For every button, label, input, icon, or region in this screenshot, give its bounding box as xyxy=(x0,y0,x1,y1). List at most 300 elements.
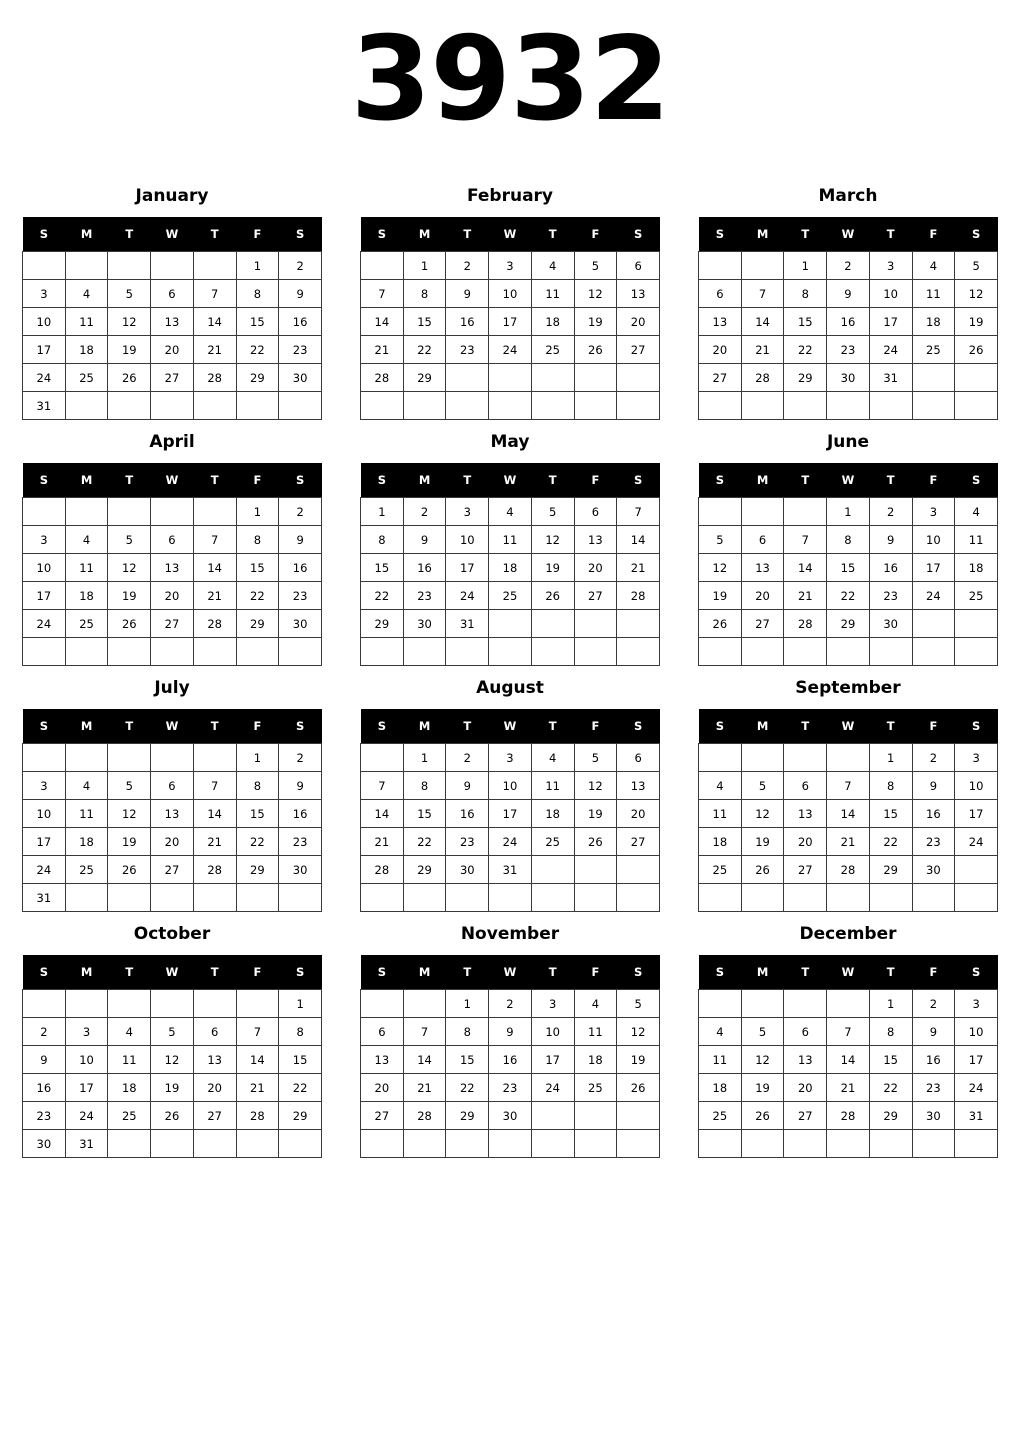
day-cell[interactable]: 29 xyxy=(236,610,279,638)
day-cell[interactable]: 7 xyxy=(361,280,404,308)
day-cell[interactable]: 19 xyxy=(108,582,151,610)
day-cell[interactable]: 19 xyxy=(531,554,574,582)
day-cell[interactable]: 3 xyxy=(912,498,955,526)
day-cell[interactable]: 15 xyxy=(236,800,279,828)
day-cell[interactable]: 15 xyxy=(361,554,404,582)
day-cell[interactable]: 23 xyxy=(912,1074,955,1102)
day-cell[interactable]: 31 xyxy=(489,856,532,884)
day-cell[interactable]: 13 xyxy=(151,308,194,336)
day-cell[interactable]: 6 xyxy=(784,1018,827,1046)
day-cell[interactable]: 16 xyxy=(279,554,322,582)
day-cell[interactable]: 4 xyxy=(531,252,574,280)
day-cell[interactable]: 19 xyxy=(151,1074,194,1102)
day-cell[interactable]: 1 xyxy=(869,990,912,1018)
day-cell[interactable]: 5 xyxy=(617,990,660,1018)
day-cell[interactable]: 12 xyxy=(741,1046,784,1074)
day-cell[interactable]: 27 xyxy=(784,856,827,884)
day-cell[interactable]: 17 xyxy=(531,1046,574,1074)
day-cell[interactable]: 14 xyxy=(784,554,827,582)
day-cell[interactable]: 5 xyxy=(108,772,151,800)
day-cell[interactable]: 3 xyxy=(23,772,66,800)
day-cell[interactable]: 4 xyxy=(912,252,955,280)
day-cell[interactable]: 30 xyxy=(912,856,955,884)
day-cell[interactable]: 9 xyxy=(279,772,322,800)
day-cell[interactable]: 6 xyxy=(151,772,194,800)
day-cell[interactable]: 18 xyxy=(531,308,574,336)
day-cell[interactable]: 2 xyxy=(489,990,532,1018)
day-cell[interactable]: 4 xyxy=(699,772,742,800)
day-cell[interactable]: 29 xyxy=(869,856,912,884)
day-cell[interactable]: 27 xyxy=(699,364,742,392)
day-cell[interactable]: 4 xyxy=(531,744,574,772)
day-cell[interactable]: 2 xyxy=(912,990,955,1018)
day-cell[interactable]: 28 xyxy=(617,582,660,610)
day-cell[interactable]: 22 xyxy=(403,828,446,856)
day-cell[interactable]: 24 xyxy=(23,856,66,884)
day-cell[interactable]: 13 xyxy=(741,554,784,582)
day-cell[interactable]: 4 xyxy=(955,498,998,526)
day-cell[interactable]: 21 xyxy=(827,828,870,856)
day-cell[interactable]: 23 xyxy=(912,828,955,856)
day-cell[interactable]: 18 xyxy=(65,336,108,364)
day-cell[interactable]: 28 xyxy=(361,856,404,884)
day-cell[interactable]: 2 xyxy=(446,252,489,280)
day-cell[interactable]: 2 xyxy=(23,1018,66,1046)
day-cell[interactable]: 4 xyxy=(65,772,108,800)
day-cell[interactable]: 8 xyxy=(236,526,279,554)
day-cell[interactable]: 8 xyxy=(236,772,279,800)
day-cell[interactable]: 26 xyxy=(741,1102,784,1130)
day-cell[interactable]: 7 xyxy=(617,498,660,526)
day-cell[interactable]: 25 xyxy=(699,1102,742,1130)
day-cell[interactable]: 3 xyxy=(65,1018,108,1046)
day-cell[interactable]: 31 xyxy=(23,392,66,420)
day-cell[interactable]: 6 xyxy=(617,252,660,280)
day-cell[interactable]: 27 xyxy=(617,828,660,856)
day-cell[interactable]: 23 xyxy=(869,582,912,610)
day-cell[interactable]: 10 xyxy=(446,526,489,554)
day-cell[interactable]: 3 xyxy=(955,990,998,1018)
day-cell[interactable]: 30 xyxy=(912,1102,955,1130)
day-cell[interactable]: 14 xyxy=(193,308,236,336)
day-cell[interactable]: 6 xyxy=(193,1018,236,1046)
day-cell[interactable]: 21 xyxy=(193,582,236,610)
day-cell[interactable]: 19 xyxy=(574,308,617,336)
day-cell[interactable]: 28 xyxy=(827,856,870,884)
day-cell[interactable]: 29 xyxy=(869,1102,912,1130)
day-cell[interactable]: 11 xyxy=(489,526,532,554)
day-cell[interactable]: 29 xyxy=(236,856,279,884)
day-cell[interactable]: 30 xyxy=(279,364,322,392)
day-cell[interactable]: 25 xyxy=(531,828,574,856)
day-cell[interactable]: 2 xyxy=(279,744,322,772)
day-cell[interactable]: 10 xyxy=(23,308,66,336)
day-cell[interactable]: 8 xyxy=(784,280,827,308)
day-cell[interactable]: 21 xyxy=(361,336,404,364)
day-cell[interactable]: 7 xyxy=(193,526,236,554)
day-cell[interactable]: 12 xyxy=(108,554,151,582)
day-cell[interactable]: 4 xyxy=(489,498,532,526)
day-cell[interactable]: 29 xyxy=(279,1102,322,1130)
day-cell[interactable]: 10 xyxy=(912,526,955,554)
day-cell[interactable]: 26 xyxy=(617,1074,660,1102)
day-cell[interactable]: 13 xyxy=(151,554,194,582)
day-cell[interactable]: 24 xyxy=(912,582,955,610)
day-cell[interactable]: 19 xyxy=(574,800,617,828)
day-cell[interactable]: 2 xyxy=(446,744,489,772)
day-cell[interactable]: 11 xyxy=(699,1046,742,1074)
day-cell[interactable]: 14 xyxy=(617,526,660,554)
day-cell[interactable]: 23 xyxy=(446,336,489,364)
day-cell[interactable]: 27 xyxy=(151,610,194,638)
day-cell[interactable]: 13 xyxy=(699,308,742,336)
day-cell[interactable]: 26 xyxy=(574,828,617,856)
day-cell[interactable]: 4 xyxy=(699,1018,742,1046)
day-cell[interactable]: 25 xyxy=(108,1102,151,1130)
day-cell[interactable]: 8 xyxy=(361,526,404,554)
day-cell[interactable]: 30 xyxy=(446,856,489,884)
day-cell[interactable]: 17 xyxy=(446,554,489,582)
day-cell[interactable]: 5 xyxy=(531,498,574,526)
day-cell[interactable]: 17 xyxy=(489,800,532,828)
day-cell[interactable]: 6 xyxy=(617,744,660,772)
day-cell[interactable]: 1 xyxy=(403,252,446,280)
day-cell[interactable]: 3 xyxy=(489,744,532,772)
day-cell[interactable]: 28 xyxy=(193,364,236,392)
day-cell[interactable]: 15 xyxy=(446,1046,489,1074)
day-cell[interactable]: 9 xyxy=(827,280,870,308)
day-cell[interactable]: 23 xyxy=(446,828,489,856)
day-cell[interactable]: 24 xyxy=(531,1074,574,1102)
day-cell[interactable]: 17 xyxy=(912,554,955,582)
day-cell[interactable]: 9 xyxy=(912,1018,955,1046)
day-cell[interactable]: 3 xyxy=(23,280,66,308)
day-cell[interactable]: 10 xyxy=(869,280,912,308)
day-cell[interactable]: 15 xyxy=(403,800,446,828)
day-cell[interactable]: 6 xyxy=(784,772,827,800)
day-cell[interactable]: 7 xyxy=(361,772,404,800)
day-cell[interactable]: 28 xyxy=(403,1102,446,1130)
day-cell[interactable]: 16 xyxy=(912,800,955,828)
day-cell[interactable]: 12 xyxy=(699,554,742,582)
day-cell[interactable]: 11 xyxy=(65,800,108,828)
day-cell[interactable]: 7 xyxy=(741,280,784,308)
day-cell[interactable]: 19 xyxy=(617,1046,660,1074)
day-cell[interactable]: 10 xyxy=(23,800,66,828)
day-cell[interactable]: 21 xyxy=(403,1074,446,1102)
day-cell[interactable]: 6 xyxy=(699,280,742,308)
day-cell[interactable]: 31 xyxy=(955,1102,998,1130)
day-cell[interactable]: 2 xyxy=(869,498,912,526)
day-cell[interactable]: 16 xyxy=(279,800,322,828)
day-cell[interactable]: 15 xyxy=(869,1046,912,1074)
day-cell[interactable]: 25 xyxy=(489,582,532,610)
day-cell[interactable]: 29 xyxy=(236,364,279,392)
day-cell[interactable]: 14 xyxy=(403,1046,446,1074)
day-cell[interactable]: 1 xyxy=(827,498,870,526)
day-cell[interactable]: 14 xyxy=(193,554,236,582)
day-cell[interactable]: 11 xyxy=(531,772,574,800)
day-cell[interactable]: 30 xyxy=(489,1102,532,1130)
day-cell[interactable]: 29 xyxy=(361,610,404,638)
day-cell[interactable]: 4 xyxy=(574,990,617,1018)
day-cell[interactable]: 29 xyxy=(403,856,446,884)
day-cell[interactable]: 27 xyxy=(193,1102,236,1130)
day-cell[interactable]: 28 xyxy=(193,856,236,884)
day-cell[interactable]: 3 xyxy=(446,498,489,526)
day-cell[interactable]: 5 xyxy=(108,526,151,554)
day-cell[interactable]: 18 xyxy=(699,1074,742,1102)
day-cell[interactable]: 5 xyxy=(741,772,784,800)
day-cell[interactable]: 30 xyxy=(869,610,912,638)
day-cell[interactable]: 25 xyxy=(65,610,108,638)
day-cell[interactable]: 16 xyxy=(489,1046,532,1074)
day-cell[interactable]: 13 xyxy=(784,1046,827,1074)
day-cell[interactable]: 9 xyxy=(489,1018,532,1046)
day-cell[interactable]: 20 xyxy=(361,1074,404,1102)
day-cell[interactable]: 22 xyxy=(279,1074,322,1102)
day-cell[interactable]: 4 xyxy=(108,1018,151,1046)
day-cell[interactable]: 22 xyxy=(236,582,279,610)
day-cell[interactable]: 18 xyxy=(108,1074,151,1102)
day-cell[interactable]: 7 xyxy=(827,1018,870,1046)
day-cell[interactable]: 9 xyxy=(912,772,955,800)
day-cell[interactable]: 2 xyxy=(827,252,870,280)
day-cell[interactable]: 21 xyxy=(361,828,404,856)
day-cell[interactable]: 18 xyxy=(955,554,998,582)
day-cell[interactable]: 18 xyxy=(699,828,742,856)
day-cell[interactable]: 12 xyxy=(108,308,151,336)
day-cell[interactable]: 1 xyxy=(403,744,446,772)
day-cell[interactable]: 6 xyxy=(151,280,194,308)
day-cell[interactable]: 10 xyxy=(489,280,532,308)
day-cell[interactable]: 15 xyxy=(827,554,870,582)
day-cell[interactable]: 20 xyxy=(617,800,660,828)
day-cell[interactable]: 5 xyxy=(955,252,998,280)
day-cell[interactable]: 23 xyxy=(403,582,446,610)
day-cell[interactable]: 8 xyxy=(236,280,279,308)
day-cell[interactable]: 19 xyxy=(108,828,151,856)
day-cell[interactable]: 11 xyxy=(912,280,955,308)
day-cell[interactable]: 28 xyxy=(827,1102,870,1130)
day-cell[interactable]: 7 xyxy=(193,280,236,308)
day-cell[interactable]: 6 xyxy=(151,526,194,554)
day-cell[interactable]: 28 xyxy=(361,364,404,392)
day-cell[interactable]: 17 xyxy=(65,1074,108,1102)
day-cell[interactable]: 16 xyxy=(403,554,446,582)
day-cell[interactable]: 10 xyxy=(955,772,998,800)
day-cell[interactable]: 27 xyxy=(784,1102,827,1130)
day-cell[interactable]: 23 xyxy=(279,336,322,364)
day-cell[interactable]: 26 xyxy=(574,336,617,364)
day-cell[interactable]: 1 xyxy=(236,252,279,280)
day-cell[interactable]: 20 xyxy=(699,336,742,364)
day-cell[interactable]: 22 xyxy=(869,1074,912,1102)
day-cell[interactable]: 14 xyxy=(361,800,404,828)
day-cell[interactable]: 17 xyxy=(489,308,532,336)
day-cell[interactable]: 5 xyxy=(574,744,617,772)
day-cell[interactable]: 16 xyxy=(912,1046,955,1074)
day-cell[interactable]: 23 xyxy=(23,1102,66,1130)
day-cell[interactable]: 3 xyxy=(955,744,998,772)
day-cell[interactable]: 5 xyxy=(574,252,617,280)
day-cell[interactable]: 23 xyxy=(279,582,322,610)
day-cell[interactable]: 19 xyxy=(741,1074,784,1102)
day-cell[interactable]: 30 xyxy=(23,1130,66,1158)
day-cell[interactable]: 27 xyxy=(361,1102,404,1130)
day-cell[interactable]: 5 xyxy=(108,280,151,308)
day-cell[interactable]: 3 xyxy=(23,526,66,554)
day-cell[interactable]: 23 xyxy=(827,336,870,364)
day-cell[interactable]: 17 xyxy=(869,308,912,336)
day-cell[interactable]: 18 xyxy=(65,582,108,610)
day-cell[interactable]: 9 xyxy=(446,280,489,308)
day-cell[interactable]: 11 xyxy=(699,800,742,828)
day-cell[interactable]: 31 xyxy=(65,1130,108,1158)
day-cell[interactable]: 20 xyxy=(151,336,194,364)
day-cell[interactable]: 8 xyxy=(403,772,446,800)
day-cell[interactable]: 11 xyxy=(531,280,574,308)
day-cell[interactable]: 22 xyxy=(446,1074,489,1102)
day-cell[interactable]: 16 xyxy=(446,308,489,336)
day-cell[interactable]: 7 xyxy=(193,772,236,800)
day-cell[interactable]: 18 xyxy=(489,554,532,582)
day-cell[interactable]: 30 xyxy=(827,364,870,392)
day-cell[interactable]: 27 xyxy=(151,364,194,392)
day-cell[interactable]: 13 xyxy=(361,1046,404,1074)
day-cell[interactable]: 22 xyxy=(784,336,827,364)
day-cell[interactable]: 2 xyxy=(279,252,322,280)
day-cell[interactable]: 27 xyxy=(574,582,617,610)
day-cell[interactable]: 22 xyxy=(236,828,279,856)
day-cell[interactable]: 24 xyxy=(446,582,489,610)
day-cell[interactable]: 8 xyxy=(827,526,870,554)
day-cell[interactable]: 10 xyxy=(65,1046,108,1074)
day-cell[interactable]: 26 xyxy=(108,364,151,392)
day-cell[interactable]: 28 xyxy=(236,1102,279,1130)
day-cell[interactable]: 20 xyxy=(574,554,617,582)
day-cell[interactable]: 29 xyxy=(827,610,870,638)
day-cell[interactable]: 13 xyxy=(193,1046,236,1074)
day-cell[interactable]: 25 xyxy=(65,856,108,884)
day-cell[interactable]: 18 xyxy=(65,828,108,856)
day-cell[interactable]: 19 xyxy=(741,828,784,856)
day-cell[interactable]: 23 xyxy=(279,828,322,856)
day-cell[interactable]: 5 xyxy=(151,1018,194,1046)
day-cell[interactable]: 29 xyxy=(403,364,446,392)
day-cell[interactable]: 7 xyxy=(784,526,827,554)
day-cell[interactable]: 23 xyxy=(489,1074,532,1102)
day-cell[interactable]: 26 xyxy=(955,336,998,364)
day-cell[interactable]: 27 xyxy=(617,336,660,364)
day-cell[interactable]: 9 xyxy=(279,526,322,554)
day-cell[interactable]: 22 xyxy=(403,336,446,364)
day-cell[interactable]: 24 xyxy=(955,828,998,856)
day-cell[interactable]: 24 xyxy=(65,1102,108,1130)
day-cell[interactable]: 1 xyxy=(446,990,489,1018)
day-cell[interactable]: 21 xyxy=(236,1074,279,1102)
day-cell[interactable]: 20 xyxy=(151,828,194,856)
day-cell[interactable]: 28 xyxy=(741,364,784,392)
day-cell[interactable]: 26 xyxy=(108,610,151,638)
day-cell[interactable]: 24 xyxy=(869,336,912,364)
day-cell[interactable]: 21 xyxy=(827,1074,870,1102)
day-cell[interactable]: 22 xyxy=(361,582,404,610)
day-cell[interactable]: 8 xyxy=(403,280,446,308)
day-cell[interactable]: 29 xyxy=(784,364,827,392)
day-cell[interactable]: 15 xyxy=(869,800,912,828)
day-cell[interactable]: 21 xyxy=(784,582,827,610)
day-cell[interactable]: 5 xyxy=(741,1018,784,1046)
day-cell[interactable]: 4 xyxy=(65,280,108,308)
day-cell[interactable]: 8 xyxy=(869,1018,912,1046)
day-cell[interactable]: 12 xyxy=(151,1046,194,1074)
day-cell[interactable]: 6 xyxy=(741,526,784,554)
day-cell[interactable]: 24 xyxy=(489,336,532,364)
day-cell[interactable]: 1 xyxy=(236,744,279,772)
day-cell[interactable]: 26 xyxy=(151,1102,194,1130)
day-cell[interactable]: 19 xyxy=(955,308,998,336)
day-cell[interactable]: 17 xyxy=(955,1046,998,1074)
day-cell[interactable]: 1 xyxy=(361,498,404,526)
day-cell[interactable]: 16 xyxy=(446,800,489,828)
day-cell[interactable]: 7 xyxy=(236,1018,279,1046)
day-cell[interactable]: 2 xyxy=(912,744,955,772)
day-cell[interactable]: 28 xyxy=(193,610,236,638)
day-cell[interactable]: 9 xyxy=(279,280,322,308)
day-cell[interactable]: 25 xyxy=(574,1074,617,1102)
day-cell[interactable]: 10 xyxy=(955,1018,998,1046)
day-cell[interactable]: 3 xyxy=(531,990,574,1018)
day-cell[interactable]: 8 xyxy=(279,1018,322,1046)
day-cell[interactable]: 27 xyxy=(741,610,784,638)
day-cell[interactable]: 16 xyxy=(869,554,912,582)
day-cell[interactable]: 6 xyxy=(361,1018,404,1046)
day-cell[interactable]: 20 xyxy=(741,582,784,610)
day-cell[interactable]: 31 xyxy=(446,610,489,638)
day-cell[interactable]: 7 xyxy=(827,772,870,800)
day-cell[interactable]: 15 xyxy=(784,308,827,336)
day-cell[interactable]: 12 xyxy=(574,280,617,308)
day-cell[interactable]: 10 xyxy=(531,1018,574,1046)
day-cell[interactable]: 20 xyxy=(784,1074,827,1102)
day-cell[interactable]: 27 xyxy=(151,856,194,884)
day-cell[interactable]: 24 xyxy=(23,364,66,392)
day-cell[interactable]: 2 xyxy=(403,498,446,526)
day-cell[interactable]: 30 xyxy=(403,610,446,638)
day-cell[interactable]: 15 xyxy=(403,308,446,336)
day-cell[interactable]: 8 xyxy=(869,772,912,800)
day-cell[interactable]: 1 xyxy=(784,252,827,280)
day-cell[interactable]: 31 xyxy=(869,364,912,392)
day-cell[interactable]: 3 xyxy=(869,252,912,280)
day-cell[interactable]: 15 xyxy=(236,308,279,336)
day-cell[interactable]: 12 xyxy=(741,800,784,828)
day-cell[interactable]: 14 xyxy=(827,1046,870,1074)
day-cell[interactable]: 28 xyxy=(784,610,827,638)
day-cell[interactable]: 21 xyxy=(193,828,236,856)
day-cell[interactable]: 11 xyxy=(108,1046,151,1074)
day-cell[interactable]: 17 xyxy=(23,582,66,610)
day-cell[interactable]: 21 xyxy=(741,336,784,364)
day-cell[interactable]: 13 xyxy=(617,772,660,800)
day-cell[interactable]: 15 xyxy=(279,1046,322,1074)
day-cell[interactable]: 20 xyxy=(617,308,660,336)
day-cell[interactable]: 11 xyxy=(955,526,998,554)
day-cell[interactable]: 11 xyxy=(574,1018,617,1046)
day-cell[interactable]: 15 xyxy=(236,554,279,582)
day-cell[interactable]: 26 xyxy=(741,856,784,884)
